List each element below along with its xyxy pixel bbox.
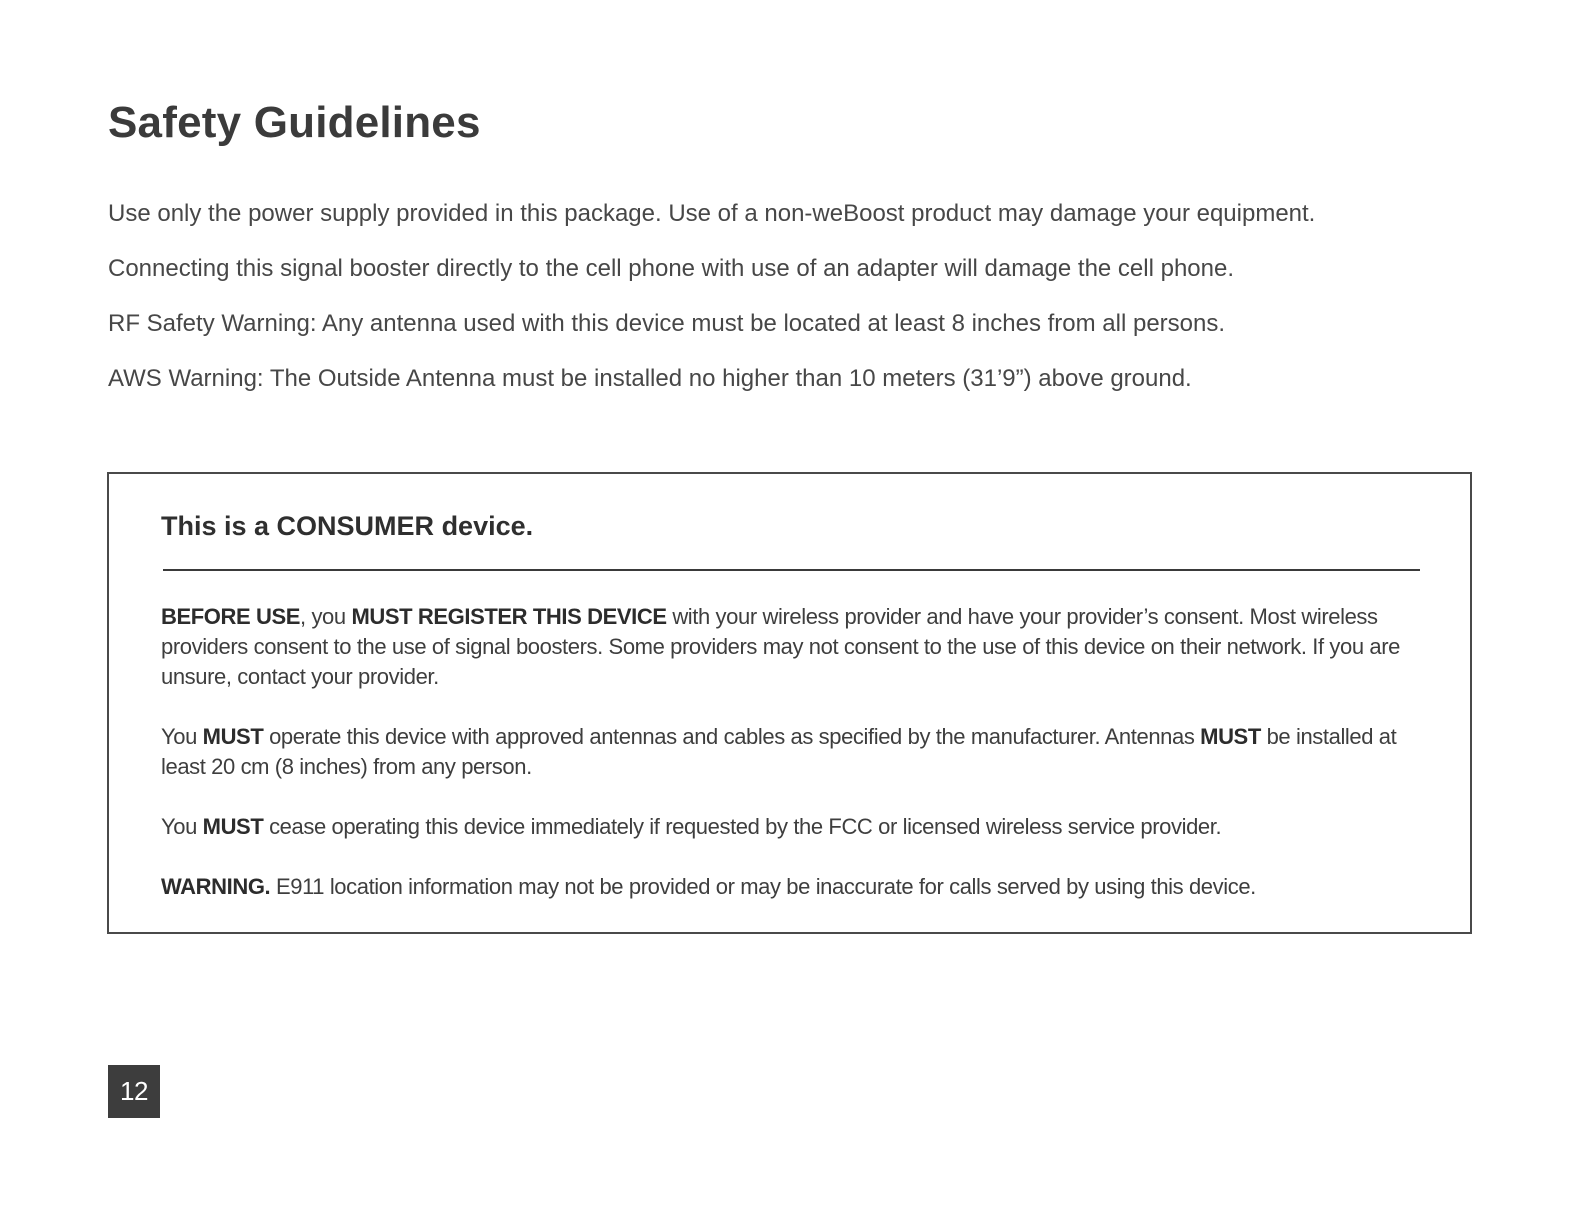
- consumer-device-heading: This is a CONSUMER device.: [161, 511, 534, 541]
- intro-section: [108, 196, 1448, 416]
- page-title: Safety Guidelines: [108, 98, 481, 147]
- approved-antennas-notice: You MUST operate this device with approved antennas and cables as specified by the manufacturer. Antennas MUST be installed at least 20 cm (8 inches) from any person.: [161, 724, 1397, 779]
- rf-safety-warning: RF Safety Warning: Any antenna used with this device must be located at least 8 inches from all persons.: [108, 310, 1226, 337]
- page-number-badge: 12: [108, 1065, 160, 1118]
- adapter-guideline: Connecting this signal booster directly to the cell phone with use of an adapter will damage the cell phone.: [108, 255, 1235, 282]
- cease-operation-notice: You MUST cease operating this device immediately if requested by the FCC or licensed wireless service provider.: [161, 814, 1222, 839]
- e911-warning: WARNING. E911 location information may not be provided or may be inaccurate for calls served by using this device.: [161, 874, 1256, 899]
- consumer-notice-body: [161, 602, 1411, 932]
- register-device-notice: BEFORE USE, you MUST REGISTER THIS DEVICE with your wireless provider and have your provider’s consent. Most wireless providers consent to the use of signal boosters. Some providers may not consent to the use of this device on their network. If you are unsure, contact your provider.: [161, 604, 1400, 689]
- consumer-device-notice-box: [107, 472, 1472, 934]
- aws-warning: AWS Warning: The Outside Antenna must be installed no higher than 10 meters (31’9”) above ground.: [108, 365, 1192, 392]
- power-supply-guideline: Use only the power supply provided in this package. Use of a non-weBoost product may damage your equipment.: [108, 200, 1316, 227]
- heading-divider: [163, 569, 1420, 571]
